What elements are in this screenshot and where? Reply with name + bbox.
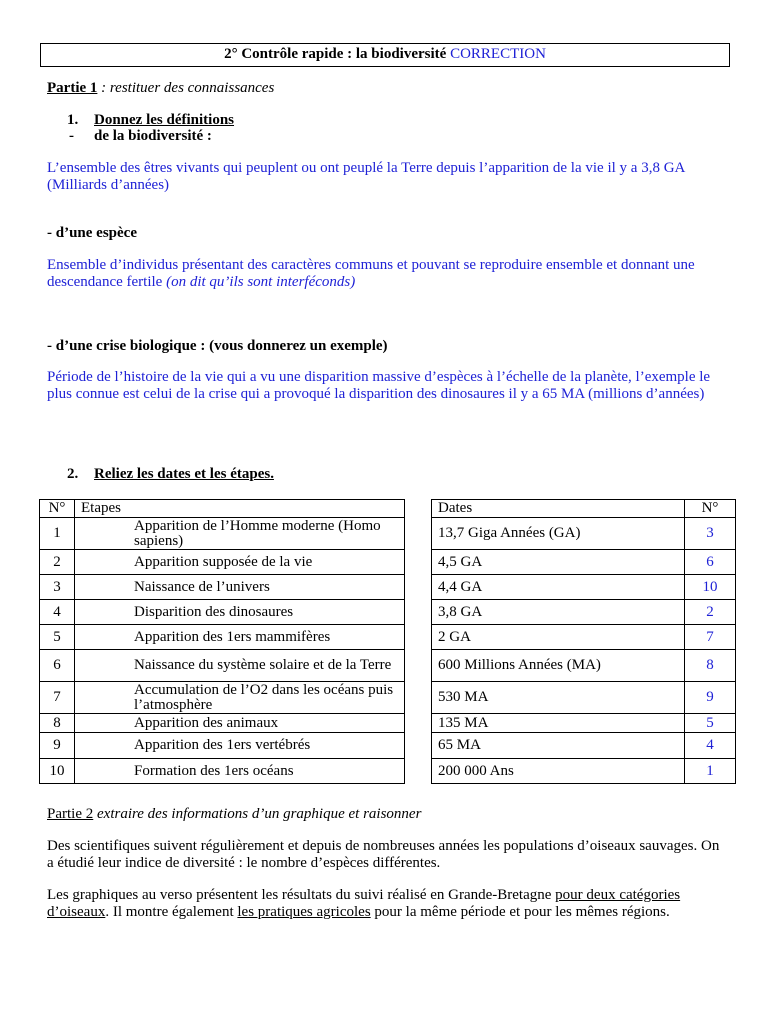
row-num: 4 — [40, 600, 75, 625]
partie1-label: Partie 1 — [47, 80, 98, 96]
partie1-subtitle: : restituer des connaissances — [97, 80, 275, 96]
row-etape: Apparition des 1ers mammifères — [75, 625, 405, 650]
row-date: 4,5 GA — [432, 550, 685, 575]
table-row — [40, 625, 405, 650]
row-num: 3 — [40, 575, 75, 600]
header-etapes: Etapes — [75, 500, 405, 518]
row-date: 4,4 GA — [432, 575, 685, 600]
table-row — [40, 575, 405, 600]
row-answer: 7 — [685, 625, 736, 650]
answer-crise: Période de l’histoire de la vie qui a vu une disparition massive d’espèces à l’échelle de la planète, l’exemple le plus connue est celui de la crise qui a provoqué la disparition des dinosaures il y a 65 MA (millions d’années) — [47, 369, 711, 402]
table-row — [432, 759, 736, 784]
table-row — [40, 518, 405, 550]
row-num: 5 — [40, 625, 75, 650]
title-correction: CORRECTION — [450, 46, 546, 62]
q1-number: 1. — [67, 112, 79, 128]
table-row — [432, 650, 736, 682]
partie2-paragraph-2 — [47, 887, 727, 921]
partie2-heading — [47, 806, 727, 823]
table-row — [40, 550, 405, 575]
q1-heading: Donnez les définitions — [94, 112, 235, 128]
dates-table — [431, 499, 736, 784]
row-num: 7 — [40, 682, 75, 714]
row-etape: Accumulation de l’O2 dans les océans puis l’atmosphère — [75, 682, 405, 714]
answer-espece — [47, 257, 727, 291]
p2-text-c: pour la même période et pour les mêmes régions. — [370, 904, 670, 920]
row-answer: 6 — [685, 550, 736, 575]
title-main: 2° Contrôle rapide : la biodiversité — [224, 46, 451, 62]
table-row — [40, 682, 405, 714]
row-answer: 9 — [685, 682, 736, 714]
row-num: 8 — [40, 714, 75, 733]
table-row — [432, 733, 736, 759]
row-date: 65 MA — [432, 733, 685, 759]
row-num: 1 — [40, 518, 75, 550]
table-row — [40, 650, 405, 682]
row-etape: Naissance de l’univers — [75, 575, 405, 600]
row-etape: Apparition de l’Homme moderne (Homo sapiens) — [75, 518, 405, 550]
partie2-paragraph-1: Des scientifiques suivent régulièrement et depuis de nombreuses années les populations d’oiseaux sauvages. On a étudié leur indice de diversité : le nombre d’espèces différentes. — [47, 838, 720, 871]
q1-dash: - — [69, 128, 74, 144]
table-row — [432, 550, 736, 575]
row-num: 6 — [40, 650, 75, 682]
partie2-subtitle: extraire des informations d’un graphique et raisonner — [93, 806, 422, 822]
p2-text-b: . Il montre également — [105, 904, 238, 920]
table-row — [432, 600, 736, 625]
row-answer: 10 — [685, 575, 736, 600]
partie2-label: Partie 2 — [47, 806, 94, 822]
page-title — [40, 43, 730, 67]
table-row — [40, 714, 405, 733]
p2-text-a: Les graphiques au verso présentent les résultats du suivi réalisé en Grande-Bretagne — [47, 887, 556, 903]
table-row — [432, 625, 736, 650]
table-row — [40, 733, 405, 759]
row-num: 9 — [40, 733, 75, 759]
answer-biodiversite: L’ensemble des êtres vivants qui peuplent ou ont peuplé la Terre depuis l’apparition de la vie il y a 3,8 GA (Milliards d’années) — [47, 160, 685, 193]
table-row — [40, 759, 405, 784]
row-etape: Naissance du système solaire et de la Terre — [75, 650, 405, 682]
p2-underline-2: les pratiques agricoles — [237, 904, 371, 920]
table-row — [40, 600, 405, 625]
row-answer: 1 — [685, 759, 736, 784]
row-etape: Apparition des animaux — [75, 714, 405, 733]
crise-heading: - d’une crise biologique : (vous donnerez un exemple) — [47, 338, 388, 354]
table-row — [432, 518, 736, 550]
row-date: 2 GA — [432, 625, 685, 650]
row-etape: Formation des 1ers océans — [75, 759, 405, 784]
row-date: 200 000 Ans — [432, 759, 685, 784]
header-dates: Dates — [432, 500, 685, 518]
table-header-row — [40, 500, 405, 518]
answer-espece-italic: (on dit qu’ils sont interféconds) — [166, 274, 356, 290]
espece-heading: - d’une espèce — [47, 225, 137, 241]
row-answer: 5 — [685, 714, 736, 733]
header-num: N° — [40, 500, 75, 518]
row-num: 2 — [40, 550, 75, 575]
q2-number: 2. — [67, 466, 79, 482]
q2-heading: Reliez les dates et les étapes. — [94, 466, 274, 482]
partie1-heading — [47, 80, 727, 97]
row-etape: Disparition des dinosaures — [75, 600, 405, 625]
row-answer: 3 — [685, 518, 736, 550]
row-date: 3,8 GA — [432, 600, 685, 625]
row-date: 13,7 Giga Années (GA) — [432, 518, 685, 550]
row-date: 530 MA — [432, 682, 685, 714]
row-date: 135 MA — [432, 714, 685, 733]
row-answer: 8 — [685, 650, 736, 682]
q1-sub-biodiversite: de la biodiversité : — [94, 128, 212, 144]
row-answer: 4 — [685, 733, 736, 759]
row-num: 10 — [40, 759, 75, 784]
table-row — [432, 682, 736, 714]
etapes-table — [39, 499, 405, 784]
table-row — [432, 575, 736, 600]
row-answer: 2 — [685, 600, 736, 625]
row-etape: Apparition supposée de la vie — [75, 550, 405, 575]
table-row — [432, 714, 736, 733]
p2-underline-1: pour deux catégories d’oiseaux — [47, 887, 681, 920]
header-num: N° — [685, 500, 736, 518]
table-header-row — [432, 500, 736, 518]
row-etape: Apparition des 1ers vertébrés — [75, 733, 405, 759]
answer-espece-text: Ensemble d’individus présentant des caractères communs et pouvant se reproduire ensemble et donnant une descendance fertile — [47, 257, 695, 290]
row-date: 600 Millions Années (MA) — [432, 650, 685, 682]
